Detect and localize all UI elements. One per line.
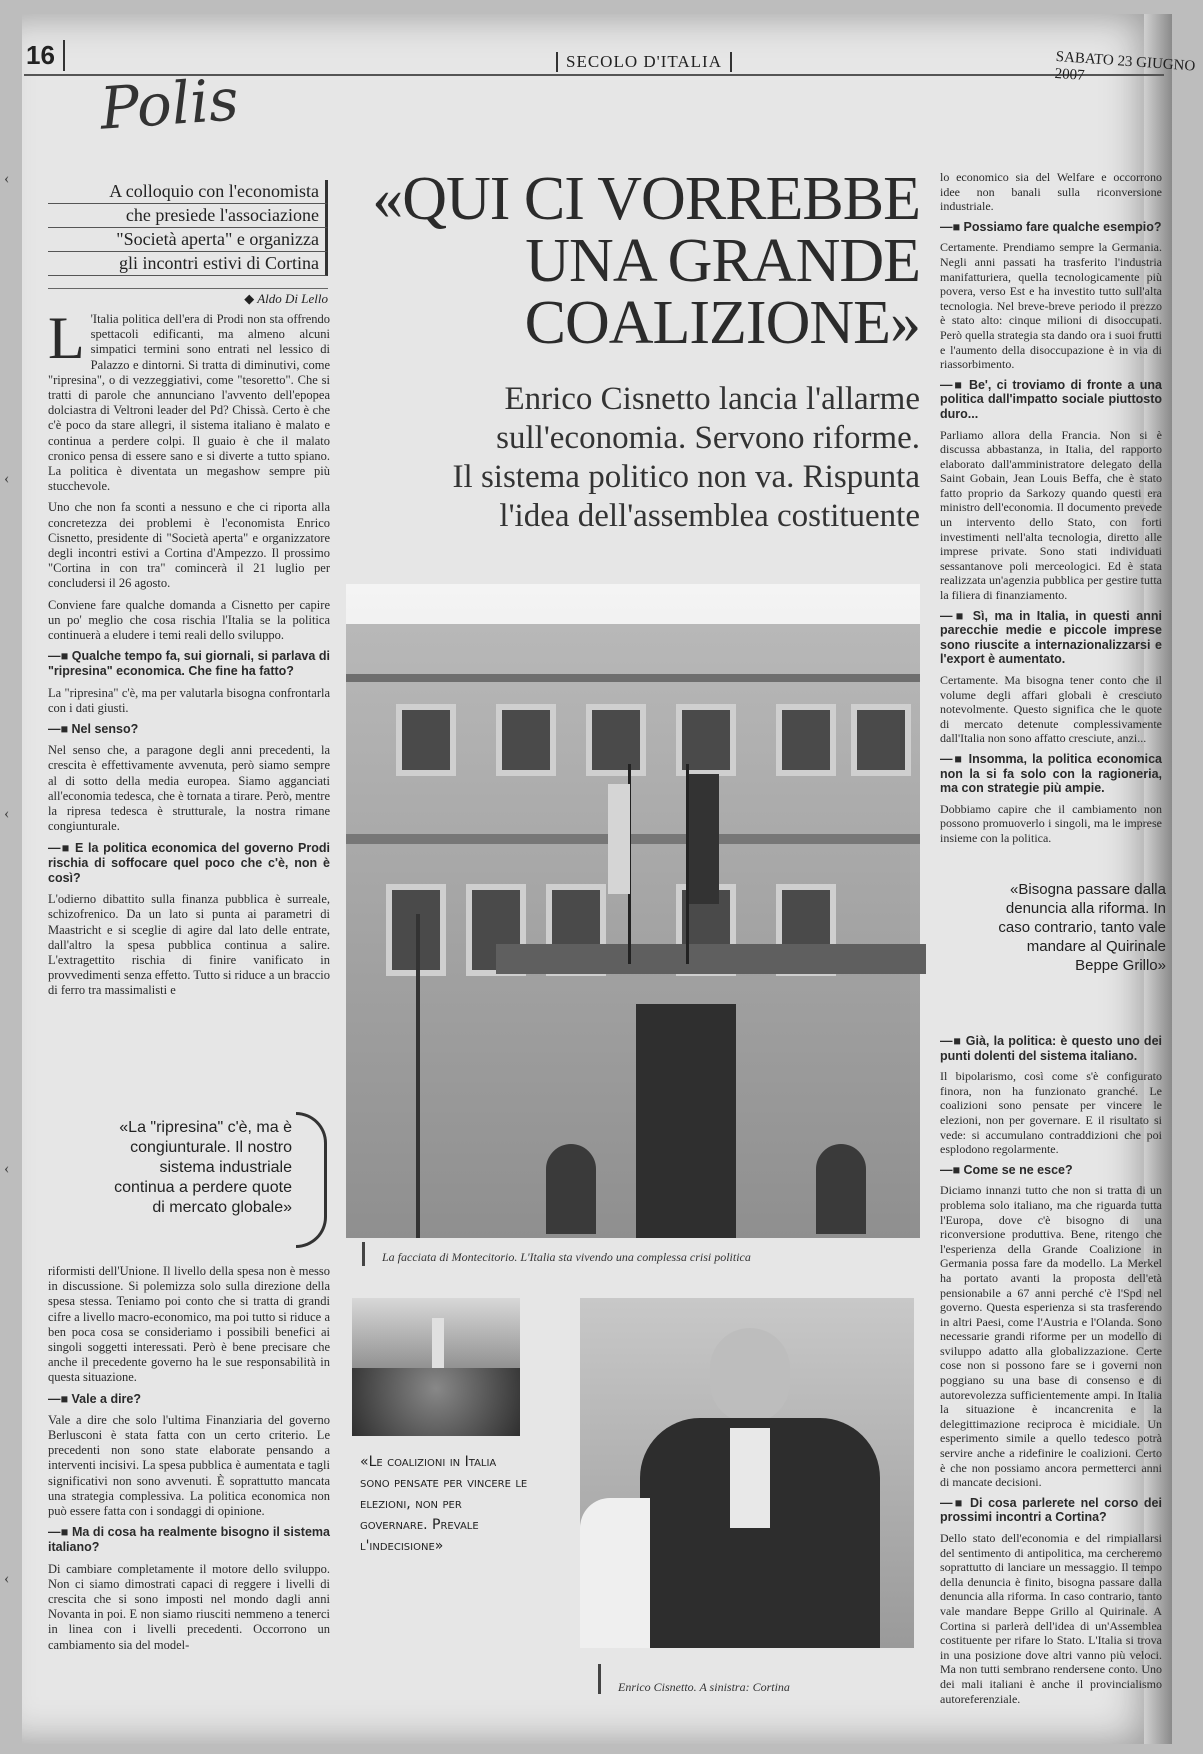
answer: Dobbiamo capire che il cambiamento non possono promuoverlo i singoli, ma le imprese insieme con la politica. bbox=[940, 801, 1162, 845]
question: —■ Insomma, la politica economica non la si fa solo con la ragioneria, ma con strategie più ampie. bbox=[940, 751, 1162, 796]
answer: Dello stato dell'economia e del rimpiallarsi del sentimento di antipolitica, ma cercheremo soprattutto di lanciare un messaggio. Il tempo della denuncia è finito, bisogna passare dalla denuncia alla riforma. In caso contrario, tanto vale mandare Beppe Grillo al Quirinale. A Cortina si parlerà dell'idea di un'Assemblea costituente per rifare lo Stato. L'Italia si trova in una posizione dove altri vanno più veloci. Ma non tutti sembrano rendersene conto. Uno dei mali italiani è anche il provincialismo autoreferenziale. bbox=[940, 1531, 1162, 1706]
margin-mark: ‹ bbox=[4, 805, 10, 822]
headline-line: COALIZIONE» bbox=[524, 289, 920, 357]
headline-line: «QUI CI VORREBBE bbox=[372, 165, 920, 233]
subhead-line: sull'economia. Servono riforme. bbox=[496, 420, 920, 456]
answer: L'odierno dibattito sulla finanza pubblica è surreale, schizofrenico. Da un lato si punta ai parametri di Maastricht e si sceglie di agire dal lato delle entrate, dall'altro la spesa pubblica continua a salire. L'extragettito rischia di finire vanificato in provvedimenti senza effetto. Tutto si riduce a un braccio di ferro tra massimalisti e bbox=[48, 892, 330, 998]
pull-quote-2: «Le coalizioni in Italia sono pensate per vincere le elezioni, non per governare. Prevale l'indecisione» bbox=[360, 1454, 528, 1554]
paragraph: Conviene fare qualche domanda a Cisnetto per capire un po' meglio che cosa rischia l'Italia se la politica continuerà a eludere i temi reali dello sviluppo. bbox=[48, 597, 330, 643]
margin-mark: ‹ bbox=[4, 170, 10, 187]
answer: La "ripresina" c'è, ma per valutarla bisogna confrontarla con i dati giusti. bbox=[48, 685, 330, 715]
headline-line: UNA GRANDE bbox=[525, 227, 920, 295]
photo-portrait-cisnetto bbox=[580, 1298, 914, 1648]
intro-box bbox=[48, 180, 328, 276]
paragraph: Uno che non fa sconti a nessuno e che ci riporta alla concretezza dei problemi è l'economista Enrico Cisnetto, presidente di "Società aperta" e organizzatore degli incontri estivi a Cortina d'Ampezzo. Il prossimo "Cortina in con tra" comincerà il 21 luglio per concludersi il 26 agosto. bbox=[48, 500, 330, 591]
intro-line: che presiede l'associazione bbox=[48, 204, 328, 228]
answer: Parliamo allora della Francia. Non si è discussa abbastanza, in Italia, del rapporto elaborato dall'amministratore delegato della Saint Gobain, Jean Louis Beffa, che è stato fatto proprio da Sarkozy quando questi era ministro dell'economia. Il documento prevede un intervento dello Stato, con forti investimenti nell'alta tecnologia, diretto alle imprese private. Sono stati individuati sessantanove poli merceologici. Ed è stata realizzata un'agenzia pubblica per gestire tutta la filiera di finanziamento. bbox=[940, 427, 1162, 603]
pull-quote-1: «La "ripresina" c'è, ma è congiunturale. Il nostro sistema industriale continua a perdere quote di mercato globale» bbox=[114, 1119, 292, 1216]
answer: Nel senso che, a paragone degli anni precedenti, la crescita è effettivamente avvenuta, però siamo sempre al di sotto della media europea. Siamo agganciati all'economia tedesca, che è tornata a tirare. Però, mentre la ripresa tedesca è strutturale, la nostra rimane congiunturale. bbox=[48, 743, 330, 834]
question: —■ Sì, ma in Italia, in questi anni parecchie medie e piccole imprese sono riuscite a internazionalizzarsi e l'export è aumentato. bbox=[940, 608, 1162, 667]
headline bbox=[370, 165, 920, 357]
photo-portrait-caption: Enrico Cisnetto. A sinistra: Cortina bbox=[618, 1680, 790, 1694]
question: —■ Possiamo fare qualche esempio? bbox=[940, 219, 1162, 234]
photo-montecitorio bbox=[346, 584, 920, 1238]
subhead-line: l'idea dell'assemblea costituente bbox=[499, 498, 920, 534]
question: —■ Qualche tempo fa, sui giornali, si parlava di "ripresina" economica. Che fine ha fatto? bbox=[48, 649, 330, 679]
article-column-3 bbox=[940, 170, 1162, 845]
answer: Il bipolarismo, così come s'è configurato finora, non ha funzionato granché. Le coalizioni sono pensate per vincere le elezioni, non per governare. E il risultato si vede: si accumulano contraddizioni che poi esplodono regolarmente. bbox=[940, 1069, 1162, 1157]
question: —■ Di cosa parlerete nel corso dei prossimi incontri a Cortina? bbox=[940, 1495, 1162, 1525]
answer: Di cambiare completamente il motore dello sviluppo. Non ci siamo dimostrati capaci di reggere i livelli di crescita che si sono imposti nel mondo dagli anni Novanta in poi. E non siamo riusciti nemmeno a tenerci in linea con i livelli precedenti. Occorrono un cambiamento sia del model- bbox=[48, 1561, 330, 1652]
page-number: 16 bbox=[26, 40, 65, 71]
question: —■ Come se ne esce? bbox=[940, 1162, 1073, 1177]
pull-quote-3: «Bisogna passare dalla denuncia alla riforma. In caso contrario, tanto vale mandare al Quirinale Beppe Grillo» bbox=[998, 881, 1166, 974]
question: —■ Be', ci troviamo di fronte a una politica dall'impatto sociale piuttosto duro... bbox=[940, 377, 1162, 421]
article-column-3-continued bbox=[940, 1034, 1162, 1734]
section-logo: Polis bbox=[97, 65, 241, 143]
question: —■ Vale a dire? bbox=[48, 1391, 142, 1406]
photo-cortina bbox=[352, 1298, 520, 1436]
answer: Vale a dire che solo l'ultima Finanziaria del governo Berlusconi è stata fatta con un certo criterio. Le precedenti non sono state elaborate pensando a interventi incisivi. La spesa pubblica è aumentata e tagli significativi non sono avvenuti. È soprattutto mancata una strategia complessiva. La politica economica non può essere fatta con i sondaggi di opinione. bbox=[48, 1412, 330, 1519]
answer: riformisti dell'Unione. Il livello della spesa non è messo in discussione. Si polemizza solo sulla direzione della spesa stessa. Teniamo poi conto che si tratta di grandi cifre a livello macro-economico, ma poi tutto si riduce a ben poca cosa se consideriamo i possibili benefici ai singoli soggetti interessati. Però è bene precisare che anche il precedente governo ha le sue responsabilità in questa situazione. bbox=[48, 1264, 330, 1385]
intro-line: gli incontri estivi di Cortina bbox=[48, 252, 328, 276]
article-column-1 bbox=[48, 305, 330, 1112]
masthead: SECOLO D'ITALIA bbox=[556, 52, 732, 72]
caption-bar bbox=[598, 1664, 601, 1694]
question: —■ Ma di cosa ha realmente bisogno il sistema italiano? bbox=[48, 1525, 330, 1555]
intro-line: A colloquio con l'economista bbox=[48, 180, 328, 204]
byline: ◆ Aldo Di Lello bbox=[48, 288, 328, 307]
margin-mark: ‹ bbox=[4, 1160, 10, 1177]
answer: Diciamo innanzi tutto che non si tratta di un problema solo italiano, ma che riguarda tutta l'Europa, dove c'è bisogno di una riconversione produttiva. Bene, ritengo che l'esperienza della Grande Coalizione in Germania possa fare da modello. La Merkel ha portato avanti la proposta dell'età pensionabile a 67 anni perché c'è l'Spd nel governo. Questa esperienza si sta trasferendo in altri Paesi, come l'Austria e l'Olanda. Sono necessarie grandi riforme per un modello di sviluppo adatto alla globalizzazione. Certe cose non si possono fare se i governi non poggiano su una base di consenso e di autorevolezza sufficientemente ampi. In Italia la situazione è incancrenita e la delegittimazione reciproca è micidiale. Un esperimento simile a quello tedesco potrà servire anche a ridefinire le coalizioni. Certo è che non possiamo ancora permetterci anni di mancate decisioni. bbox=[940, 1183, 1162, 1490]
paragraph: L 'Italia politica dell'era di Prodi non sta offrendo spettacoli edificanti, ma almeno alcuni simpatici termini sono entrati nel lessico di Palazzo e dintorni. Si tratta di diminutivi, come "ripresina", o di vezzeggiativi, come "tesoretto". Che si tratti di parole che annunciano l'avvento dell'epopea dolciastra di Veltroni leader del Pd? Chissà. Certo è che c'è poco da stare allegri, il sistema italiano è malato e continua a perdere colpi. Il guaio è che il malato cronico pensa di essere sano e si diverte a tutto spiano. La politica è diventata un megashow sempre più stucchevole. bbox=[48, 305, 330, 494]
answer: Certamente. Ma bisogna tener conto che il volume degli affari globali è cresciuto notevolmente. Questo significa che le quote di mercato detenute complessivamente dall'Italia non sono affatto cresciute, anzi... bbox=[940, 673, 1162, 746]
question: —■ Già, la politica: è questo uno dei punti dolenti del sistema italiano. bbox=[940, 1034, 1162, 1063]
question: —■ Nel senso? bbox=[48, 722, 139, 737]
photo-main-caption: La facciata di Montecitorio. L'Italia sta vivendo una complessa crisi politica bbox=[382, 1250, 751, 1264]
margin-mark: ‹ bbox=[4, 1570, 10, 1587]
intro-line: "Società aperta" e organizza bbox=[48, 228, 328, 252]
article-column-1-continued bbox=[48, 1264, 330, 1734]
subheadline bbox=[350, 380, 920, 536]
subhead-line: Enrico Cisnetto lancia l'allarme bbox=[504, 381, 920, 417]
caption-bar bbox=[362, 1242, 365, 1266]
byline-author: Aldo Di Lello bbox=[257, 291, 328, 306]
issue-date: SABATO 23 GIUGNO 2007 bbox=[1054, 48, 1196, 84]
answer: lo economico sia del Welfare e occorrono idee non banali sulla riconversione industriale. bbox=[940, 170, 1162, 214]
question: —■ E la politica economica del governo Prodi rischia di soffocare quel poco che c'è, non è così? bbox=[48, 840, 330, 885]
drop-cap: L bbox=[48, 305, 85, 371]
subhead-line: Il sistema politico non va. Rispunta bbox=[452, 459, 920, 495]
margin-mark: ‹ bbox=[4, 470, 10, 487]
answer: Certamente. Prendiamo sempre la Germania. Negli anni passati ha trasferito l'industria manifatturiera, quella tecnologicamente più povera, verso Est e ha investito tutto sull'alta tecnologia. Nel breve-breve periodo il prezzo è stato alto: cinque milioni di disoccupati. Però quella strategia sta dando ora i suoi frutti e l'aumento della disoccupazione è in via di riassorbimento. bbox=[940, 240, 1162, 372]
pull-quote-bracket bbox=[296, 1112, 327, 1248]
